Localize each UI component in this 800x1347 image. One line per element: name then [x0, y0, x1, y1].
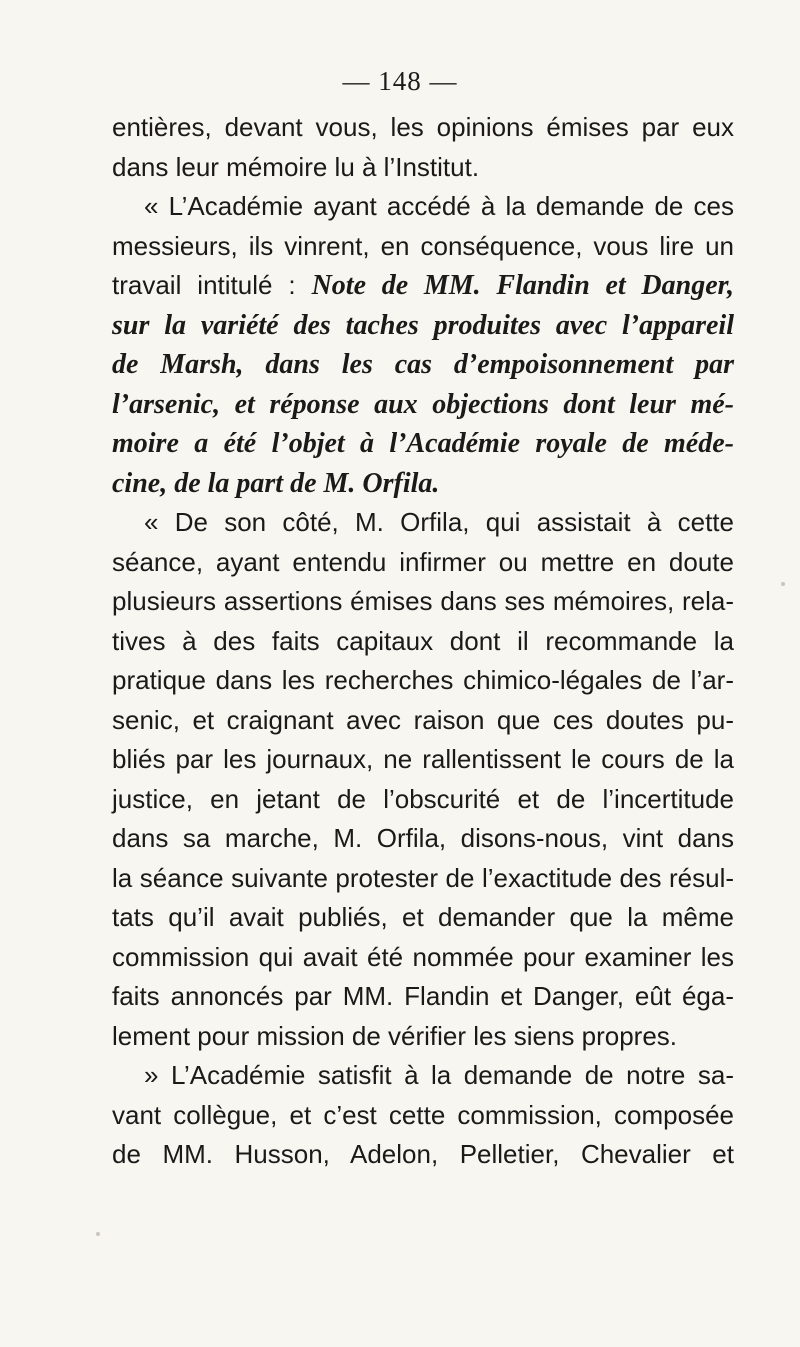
text-line: tats qu’il avait publiés, et demander que la même	[112, 902, 734, 932]
paper-speck	[781, 582, 785, 586]
text-line: senic, et craignant avec raison que ces doutes pu-	[112, 704, 734, 735]
text-line-roman: travail intitulé :	[112, 270, 296, 300]
text-line: vant collègue, et c’est cette commission, composée	[112, 1099, 734, 1130]
text-line: commission qui avait été nommée pour examiner les	[112, 941, 734, 972]
text-line: plusieurs assertions émises dans ses mémoires, rela-	[112, 586, 734, 616]
text-line: pratique dans les recherches chimico-légales de l’ar-	[112, 665, 734, 695]
text-line: la séance suivante protester de l’exactitude des résul-	[112, 862, 734, 893]
title-line-italic: moire a été l’objet à l’Académie royale de méde-	[112, 428, 734, 459]
text-line: » L’Académie satisfit à la demande de notre sa-	[144, 1060, 734, 1090]
text-line: lement pour mission de vérifier les siens propres.	[112, 1020, 678, 1051]
title-line-italic: cine, de la part de M. Orfila.	[112, 467, 440, 499]
title-line-italic: sur la variété des taches produites avec l’appareil	[112, 309, 734, 341]
text-line: dans leur mémoire lu à l’Institut.	[112, 151, 480, 182]
title-line-italic: l’arsenic, et réponse aux objections dont leur mé-	[112, 388, 734, 420]
text-line: dans sa marche, M. Orfila, disons-nous, vint dans	[112, 823, 734, 853]
title-italic: Note de MM. Flandin et Danger,	[311, 270, 734, 301]
text-line: bliés par les journaux, ne rallentissent le cours de la	[112, 744, 734, 774]
text-line: « De son côté, M. Orfila, qui assistait à cette	[144, 507, 734, 537]
text-line: messieurs, ils vinrent, en conséquence, vous lire un	[112, 230, 734, 261]
text-line: faits annoncés par MM. Flandin et Danger, eût éga-	[112, 981, 734, 1011]
text-line: tives à des faits capitaux dont il recommande la	[112, 625, 734, 656]
title-line-italic: de Marsh, dans les cas d’empoisonnement par	[112, 349, 734, 380]
text-line: entières, devant vous, les opinions émises par eux	[112, 112, 734, 142]
body-text	[112, 108, 734, 1175]
paper-speck	[96, 1232, 100, 1236]
text-line	[112, 266, 734, 306]
text-line: justice, en jetant de l’obscurité et de l’incertitude	[112, 783, 734, 814]
text-line: de MM. Husson, Adelon, Pelletier, Chevalier et	[112, 1139, 734, 1169]
text-line: « L’Académie ayant accédé à la demande de ces	[144, 191, 734, 221]
text-line: séance, ayant entendu infirmer ou mettre en doute	[112, 546, 734, 577]
page-number: — 148 —	[342, 66, 458, 96]
